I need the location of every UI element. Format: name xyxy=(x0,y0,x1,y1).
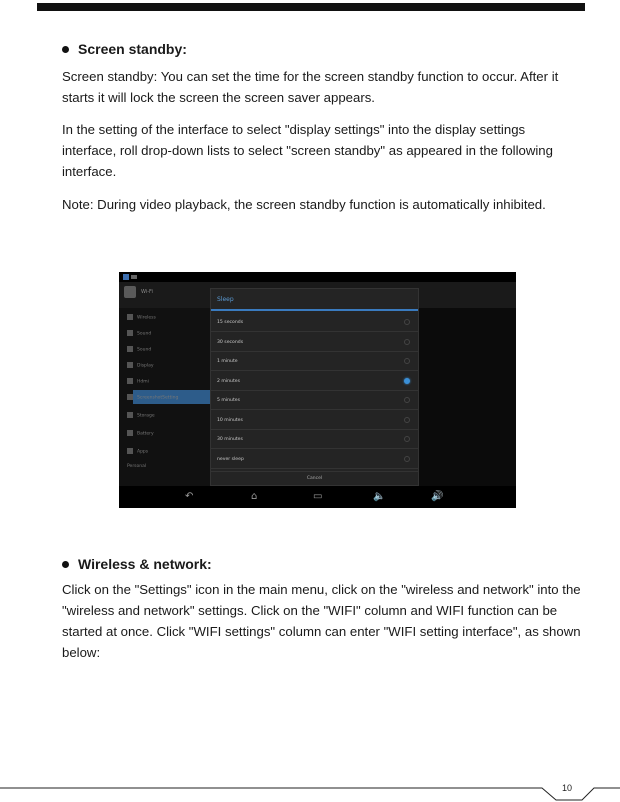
dialog-title-bar xyxy=(211,289,418,311)
sleep-option[interactable] xyxy=(211,352,418,371)
wireless-heading xyxy=(62,556,212,572)
radio-icon[interactable] xyxy=(404,319,410,325)
page-number: 10 xyxy=(562,783,573,793)
sidebar-item-label: ScreenshotSetting xyxy=(137,395,179,401)
sleep-settings-screenshot xyxy=(119,272,516,508)
bullet-icon xyxy=(62,561,69,568)
sidebar-item-label: Sound xyxy=(137,331,152,337)
wireless-title: Wireless & network: xyxy=(78,556,212,572)
wireless-para: Click on the "Settings" icon in the main menu, click on the "wireless and network" into the "wireless and network" settings. Click on the "WIFI" column and WIFI function can be started at once. Click "WIFI settings" column can enter "WIFI setting interface", as shown below: xyxy=(62,582,581,660)
sidebar-item-label: Storage xyxy=(137,413,155,419)
sidebar-item[interactable] xyxy=(127,314,156,321)
sidebar-item[interactable] xyxy=(127,448,148,455)
sidebar-item-label: Battery xyxy=(137,431,154,437)
volume-down-icon[interactable]: 🔈 xyxy=(373,491,386,502)
sleep-option-label: 30 minutes xyxy=(217,437,243,442)
screenshot-icon xyxy=(127,394,133,400)
sleep-dialog xyxy=(210,288,419,486)
notification-icon-2 xyxy=(131,275,137,279)
sidebar-item-label: Wireless xyxy=(137,315,156,321)
radio-icon[interactable] xyxy=(404,456,410,462)
sound-icon xyxy=(127,330,133,336)
sidebar-item-label: Apps xyxy=(137,449,149,455)
action-bar-title: Wi-Fi xyxy=(141,289,153,295)
screen-standby-note: Note: During video playback, the screen standby function is automatically inhibited. xyxy=(62,197,546,212)
apps-icon xyxy=(127,448,133,454)
sidebar-item-label: Display xyxy=(137,363,154,369)
sleep-option[interactable] xyxy=(211,313,418,332)
sleep-option[interactable] xyxy=(211,333,418,352)
screen-standby-title: Screen standby: xyxy=(78,41,187,57)
sidebar-item-label: Personal xyxy=(127,464,147,469)
speaker-icon xyxy=(127,346,133,352)
radio-icon[interactable] xyxy=(404,339,410,345)
sleep-option-label: 30 seconds xyxy=(217,339,244,345)
sidebar-item[interactable] xyxy=(127,412,155,419)
recent-apps-icon[interactable]: ▭ xyxy=(313,491,323,502)
footer-rule xyxy=(0,786,620,802)
radio-icon[interactable] xyxy=(404,397,410,403)
back-icon[interactable]: ↶ xyxy=(185,491,194,502)
sleep-option[interactable] xyxy=(211,450,418,469)
sleep-option-label: 2 minutes xyxy=(217,378,240,384)
cancel-label: Cancel xyxy=(306,476,323,481)
notification-icon xyxy=(123,274,129,280)
sleep-option[interactable] xyxy=(211,411,418,430)
sidebar-item[interactable] xyxy=(127,430,154,437)
sleep-option-label: 15 seconds xyxy=(217,320,244,325)
battery-icon xyxy=(127,430,133,436)
sleep-option-label: 1 minute xyxy=(217,359,238,364)
navigation-bar xyxy=(119,486,516,508)
sleep-option[interactable] xyxy=(211,430,418,449)
sidebar-item[interactable] xyxy=(127,346,151,353)
sidebar-item-label: Hdmi xyxy=(137,379,149,385)
header-rule xyxy=(37,3,585,11)
screen-standby-heading xyxy=(62,41,187,57)
radio-selected-icon[interactable] xyxy=(404,378,410,384)
bullet-icon xyxy=(62,46,69,53)
sidebar-item[interactable] xyxy=(127,330,151,337)
sidebar-item[interactable] xyxy=(127,394,178,401)
sidebar-item[interactable] xyxy=(127,362,154,369)
sidebar-item-label: Sound xyxy=(137,347,152,353)
storage-icon xyxy=(127,412,133,418)
hdmi-icon xyxy=(127,378,133,384)
home-icon[interactable]: ⌂ xyxy=(251,491,258,502)
dialog-title: Sleep xyxy=(217,296,234,303)
settings-left-pane xyxy=(119,308,216,486)
radio-icon[interactable] xyxy=(404,417,410,423)
sidebar-item[interactable] xyxy=(127,464,146,469)
volume-up-icon[interactable]: 🔊 xyxy=(431,491,444,502)
screen-standby-para1: Screen standby: You can set the time for the screen standby function to occur. After it starts it will lock the screen the screen saver appears. xyxy=(62,69,559,105)
sleep-option-label: 10 minutes xyxy=(217,417,243,423)
sleep-option[interactable] xyxy=(211,372,418,391)
screen-standby-para2: In the setting of the interface to select "display settings" into the display settings interface, roll drop-down lists to select "screen standby" as appeared in the following interface. xyxy=(62,122,553,179)
radio-icon[interactable] xyxy=(404,436,410,442)
cancel-button[interactable] xyxy=(211,471,418,485)
sleep-option-label: 5 minutes xyxy=(217,398,240,403)
sleep-option[interactable] xyxy=(211,391,418,410)
display-icon xyxy=(127,362,133,368)
settings-icon xyxy=(124,286,136,298)
radio-icon[interactable] xyxy=(404,358,410,364)
sidebar-item[interactable] xyxy=(127,378,149,385)
sleep-option-label: never sleep xyxy=(217,456,244,462)
status-bar xyxy=(119,272,516,282)
wifi-icon xyxy=(127,314,133,320)
